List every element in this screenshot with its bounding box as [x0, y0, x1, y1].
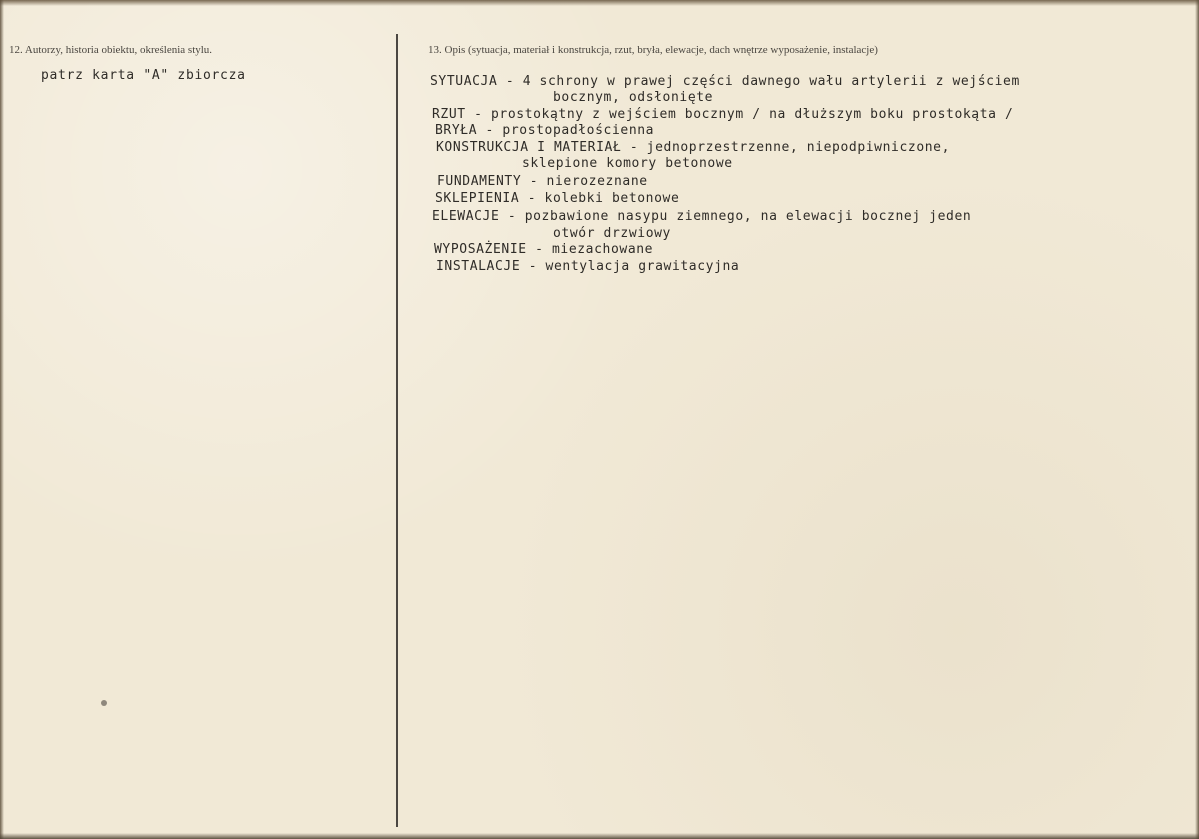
description-line-10: otwór drzwiowy	[553, 226, 671, 241]
paper-top-edge	[0, 0, 1199, 6]
section-12-heading: 12. Autorzy, historia obiektu, określenia stylu.	[9, 44, 213, 56]
paper-left-edge	[0, 0, 4, 839]
description-line-3: RZUT - prostokątny z wejściem bocznym / na dłuższym boku prostokąta /	[432, 107, 1014, 122]
description-line-8: SKLEPIENIA - kolebki betonowe	[435, 191, 680, 206]
column-divider	[396, 34, 398, 827]
section-13-heading: 13. Opis (sytuacja, materiał i konstrukcja, rzut, bryła, elewacje, dach wnętrze wyposażenie, instalacje)	[428, 44, 878, 56]
description-line-1: SYTUACJA - 4 schrony w prawej części dawnego wału artylerii z wejściem	[430, 74, 1020, 89]
description-line-11: WYPOSAŻENIE - miezachowane	[434, 242, 654, 257]
description-line-12: INSTALACJE - wentylacja grawitacyjna	[436, 259, 740, 274]
description-line-7: FUNDAMENTY - nierozeznane	[437, 174, 648, 189]
ink-speck	[101, 700, 107, 706]
description-line-9: ELEWACJE - pozbawione nasypu ziemnego, na elewacji bocznej jeden	[432, 209, 972, 224]
paper-bottom-edge	[0, 833, 1199, 839]
description-line-6: sklepione komory betonowe	[522, 156, 733, 171]
section-12-text: patrz karta "A" zbiorcza	[41, 68, 246, 83]
description-line-4: BRYŁA - prostopadłościenna	[435, 123, 655, 138]
paper-right-edge	[1195, 0, 1199, 839]
description-line-2: bocznym, odsłonięte	[553, 90, 714, 105]
description-line-5: KONSTRUKCJA I MATERIAŁ - jednoprzestrzenne, niepodpiwniczone,	[436, 140, 951, 155]
